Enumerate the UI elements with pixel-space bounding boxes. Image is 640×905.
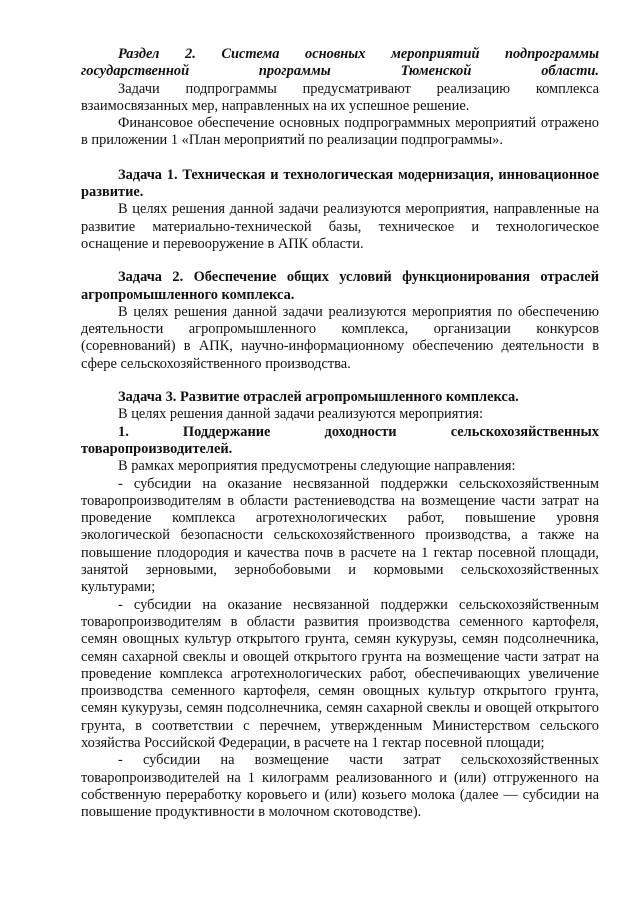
task3-bullet-1: - субсидии на оказание несвязанной поддержки сельскохозяйственным товаропроизводителям в области растениеводства на возмещение части затрат на проведение комплекса агротехнологических работ, повышение уровня экологической безопасности сельскохозяйственного производства, а также на повышение плодородия и качества почв в расчете на 1 гектар посевной площади, занятой зерновыми, зернобобовыми и кормовыми сельскохозяйственных культурами; — [81, 475, 599, 596]
section-paragraph-2: Финансовое обеспечение основных подпрограммных мероприятий отражено в приложении 1 «План мероприятий по реализации подпрограммы». — [81, 115, 599, 149]
task2-heading: Задача 2. Обеспечение общих условий функционирования отраслей агропромышленного комплекса. — [81, 269, 599, 303]
task1-heading: Задача 1. Техническая и технологическая модернизация, инновационное развитие. — [81, 166, 599, 201]
section-heading: Раздел 2. Система основных мероприятий подпрограммы государственной программы Тюменской области. — [81, 46, 599, 80]
task3-bullet-3: - субсидии на возмещение части затрат сельскохозяйственных товаропроизводителей на 1 килограмм реализованного и (или) отгруженного на собственную переработку коровьего и (или) козьего молока (далее — субсидии на повышение продуктивности в молочном скотоводстве). — [81, 752, 599, 821]
task3-intro: В целях решения данной задачи реализуются мероприятия: — [118, 406, 483, 423]
task3-directions: В рамках мероприятия предусмотрены следующие направления: — [118, 458, 516, 475]
task1-text: В целях решения данной задачи реализуются мероприятия, направленные на развитие материально-технической базы, техническое и технологическое оснащение и перевооружение в АПК области. — [81, 201, 599, 252]
task3-item-heading: 1. Поддержание доходности сельскохозяйственных товаропроизводителей. — [81, 423, 599, 457]
task3-bullet-2: - субсидии на оказание несвязанной поддержки сельскохозяйственным товаропроизводителям в области развития производства семенного картофеля, семян овощных культур открытого грунта, семян кукурузы, семян подсолнечника, семян сахарной свеклы и овощей открытого грунта на возмещение части затрат на проведение комплекса агротехнологических работ, обеспечивающих увеличение производства семенного картофеля, семян овощных культур открытого грунта, семян кукурузы, семян подсолнечника, семян сахарной свеклы и овощей открытого грунта, в соответствии с перечнем, утвержденным Министерством сельского хозяйства Российской Федерации, в расчете на 1 гектар посевной площади; — [81, 596, 599, 751]
section-paragraph-1: Задачи подпрограммы предусматривают реализацию комплекса взаимосвязанных мер, направленных на их успешное решение. — [81, 80, 599, 114]
task2-text: В целях решения данной задачи реализуются мероприятия по обеспечению деятельности агропромышленного комплекса, организации конкурсов (соревнований) в АПК, научно-информационному обеспечению деятельности в сфере сельскохозяйственного производства. — [81, 303, 599, 372]
document-page — [81, 46, 599, 821]
task3-heading: Задача 3. Развитие отраслей агропромышленного комплекса. — [118, 389, 519, 406]
